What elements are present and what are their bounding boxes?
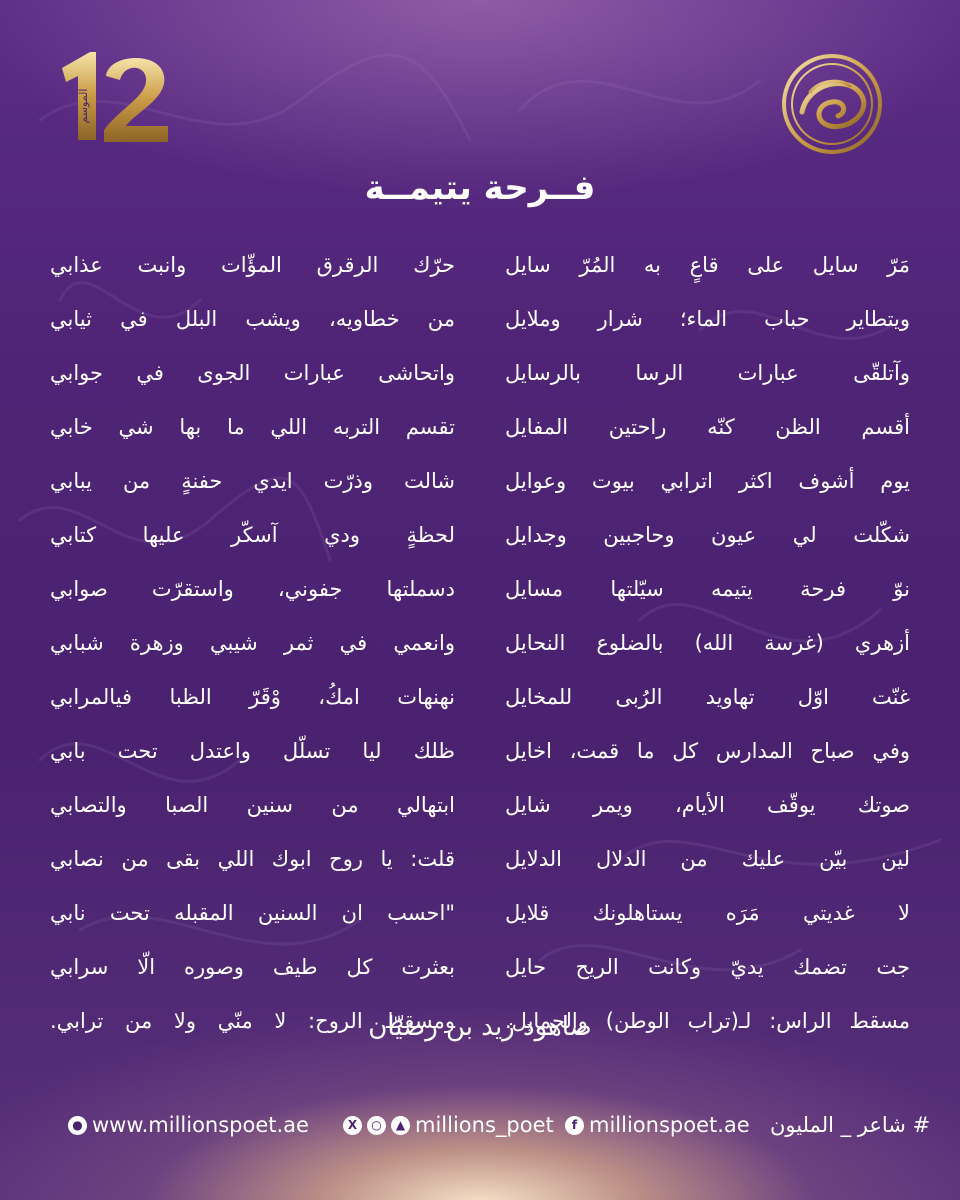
verse-line: وفي صباح المدارس كل ما قمت، اخايل	[505, 739, 910, 763]
verse-line: شكّلت لي عيون وحاجبين وجدايل	[505, 523, 910, 547]
verse-line: واتحاشى عبارات الجوى في جوابي	[50, 361, 455, 385]
website-link[interactable]	[68, 1108, 309, 1142]
verse-line: مسقط الراس: لـ(تراب الوطن) والحمايل.	[505, 1009, 910, 1033]
social-handle-text: millions_poet	[415, 1113, 554, 1137]
poem-column-left	[50, 238, 455, 1048]
verse-line: حرّك الرقرق المؤّات وانبت عذابي	[50, 253, 455, 277]
globe-icon: ●	[68, 1116, 87, 1135]
svg-text:الموسم: الموسم	[77, 88, 90, 124]
verse-line: "احسب ان السنين المقبله تحت نابي	[50, 901, 455, 925]
poem-column-right	[505, 238, 910, 1048]
verse-line: لا غديتي مَرَه يستاهلونك قلايل	[505, 901, 910, 925]
poet-signature: صاهود زيد بن رضيّان	[368, 1012, 592, 1042]
verse-line: من خطاويه، ويشب البلل في ثيابي	[50, 307, 455, 331]
instagram-icon: ○	[367, 1116, 386, 1135]
verse-line: نهنهات امكُ، وْقَرّ الظبا فيالمرابي	[50, 685, 455, 709]
season-12-logo	[56, 46, 174, 146]
facebook-text: millionspoet.ae	[589, 1113, 750, 1137]
x-icon: X	[343, 1116, 362, 1135]
verse-line: لين بيّن عليك من الدلال الدلايل	[505, 847, 910, 871]
verse-line: شالت وذرّت ايدي حفنةٍ من يبابي	[50, 469, 455, 493]
verse-line: مَرّ سايل على قاعٍ به المُرّ سايل	[505, 253, 910, 277]
facebook-link[interactable]	[565, 1108, 750, 1142]
verse-line: جت تضمك يديّ وكانت الريح حايل	[505, 955, 910, 979]
verse-line: ظلك ليا تسلّل واعتدل تحت بابي	[50, 739, 455, 763]
verse-line: تقسم التربه اللي ما بها شي خابي	[50, 415, 455, 439]
verse-line: صوتك يوقّف الأيام، ويمر شايل	[505, 793, 910, 817]
verse-line: نوّ فرحة يتيمه سيّلتها مسايل	[505, 577, 910, 601]
verse-line: ومسقط الروح: لا منّي ولا من ترابي.	[50, 1009, 455, 1033]
verse-line: وآتلقّى عبارات الرسا بالرسايل	[505, 361, 910, 385]
website-text: www.millionspoet.ae	[92, 1113, 309, 1137]
verse-line: قلت: يا روح ابوك اللي بقى من نصابي	[50, 847, 455, 871]
verse-line: دسملتها جفوني، واستقرّت صوابي	[50, 577, 455, 601]
verse-line: أقسم الظن كنّه راحتين المفايل	[505, 415, 910, 439]
verse-line: ويتطاير حباب الماء؛ شرار وملايل	[505, 307, 910, 331]
facebook-icon: f	[565, 1116, 584, 1135]
verse-line: لحظةٍ ودي آسكّر عليها كتابي	[50, 523, 455, 547]
poem-title: فــرحة يتيمــة	[364, 168, 596, 208]
verse-line: ابتهالي من سنين الصبا والتصابي	[50, 793, 455, 817]
social-handle-link[interactable]	[343, 1108, 554, 1142]
snapchat-icon: ▲	[391, 1116, 410, 1135]
verse-line: يوم أشوف اكثر اترابي بيوت وعوايل	[505, 469, 910, 493]
verse-line: غنّت اوّل تهاويد الرُبى للمخايل	[505, 685, 910, 709]
verse-line: بعثرت كل طيف وصوره الّا سرابي	[50, 955, 455, 979]
millions-poet-logo	[780, 52, 884, 156]
verse-line: أزهري (غرسة الله) بالضلوع النحايل	[505, 631, 910, 655]
verse-line: وانعمي في ثمر شيبي وزهرة شبابي	[50, 631, 455, 655]
hashtag: # شاعر _ المليون	[770, 1113, 931, 1137]
